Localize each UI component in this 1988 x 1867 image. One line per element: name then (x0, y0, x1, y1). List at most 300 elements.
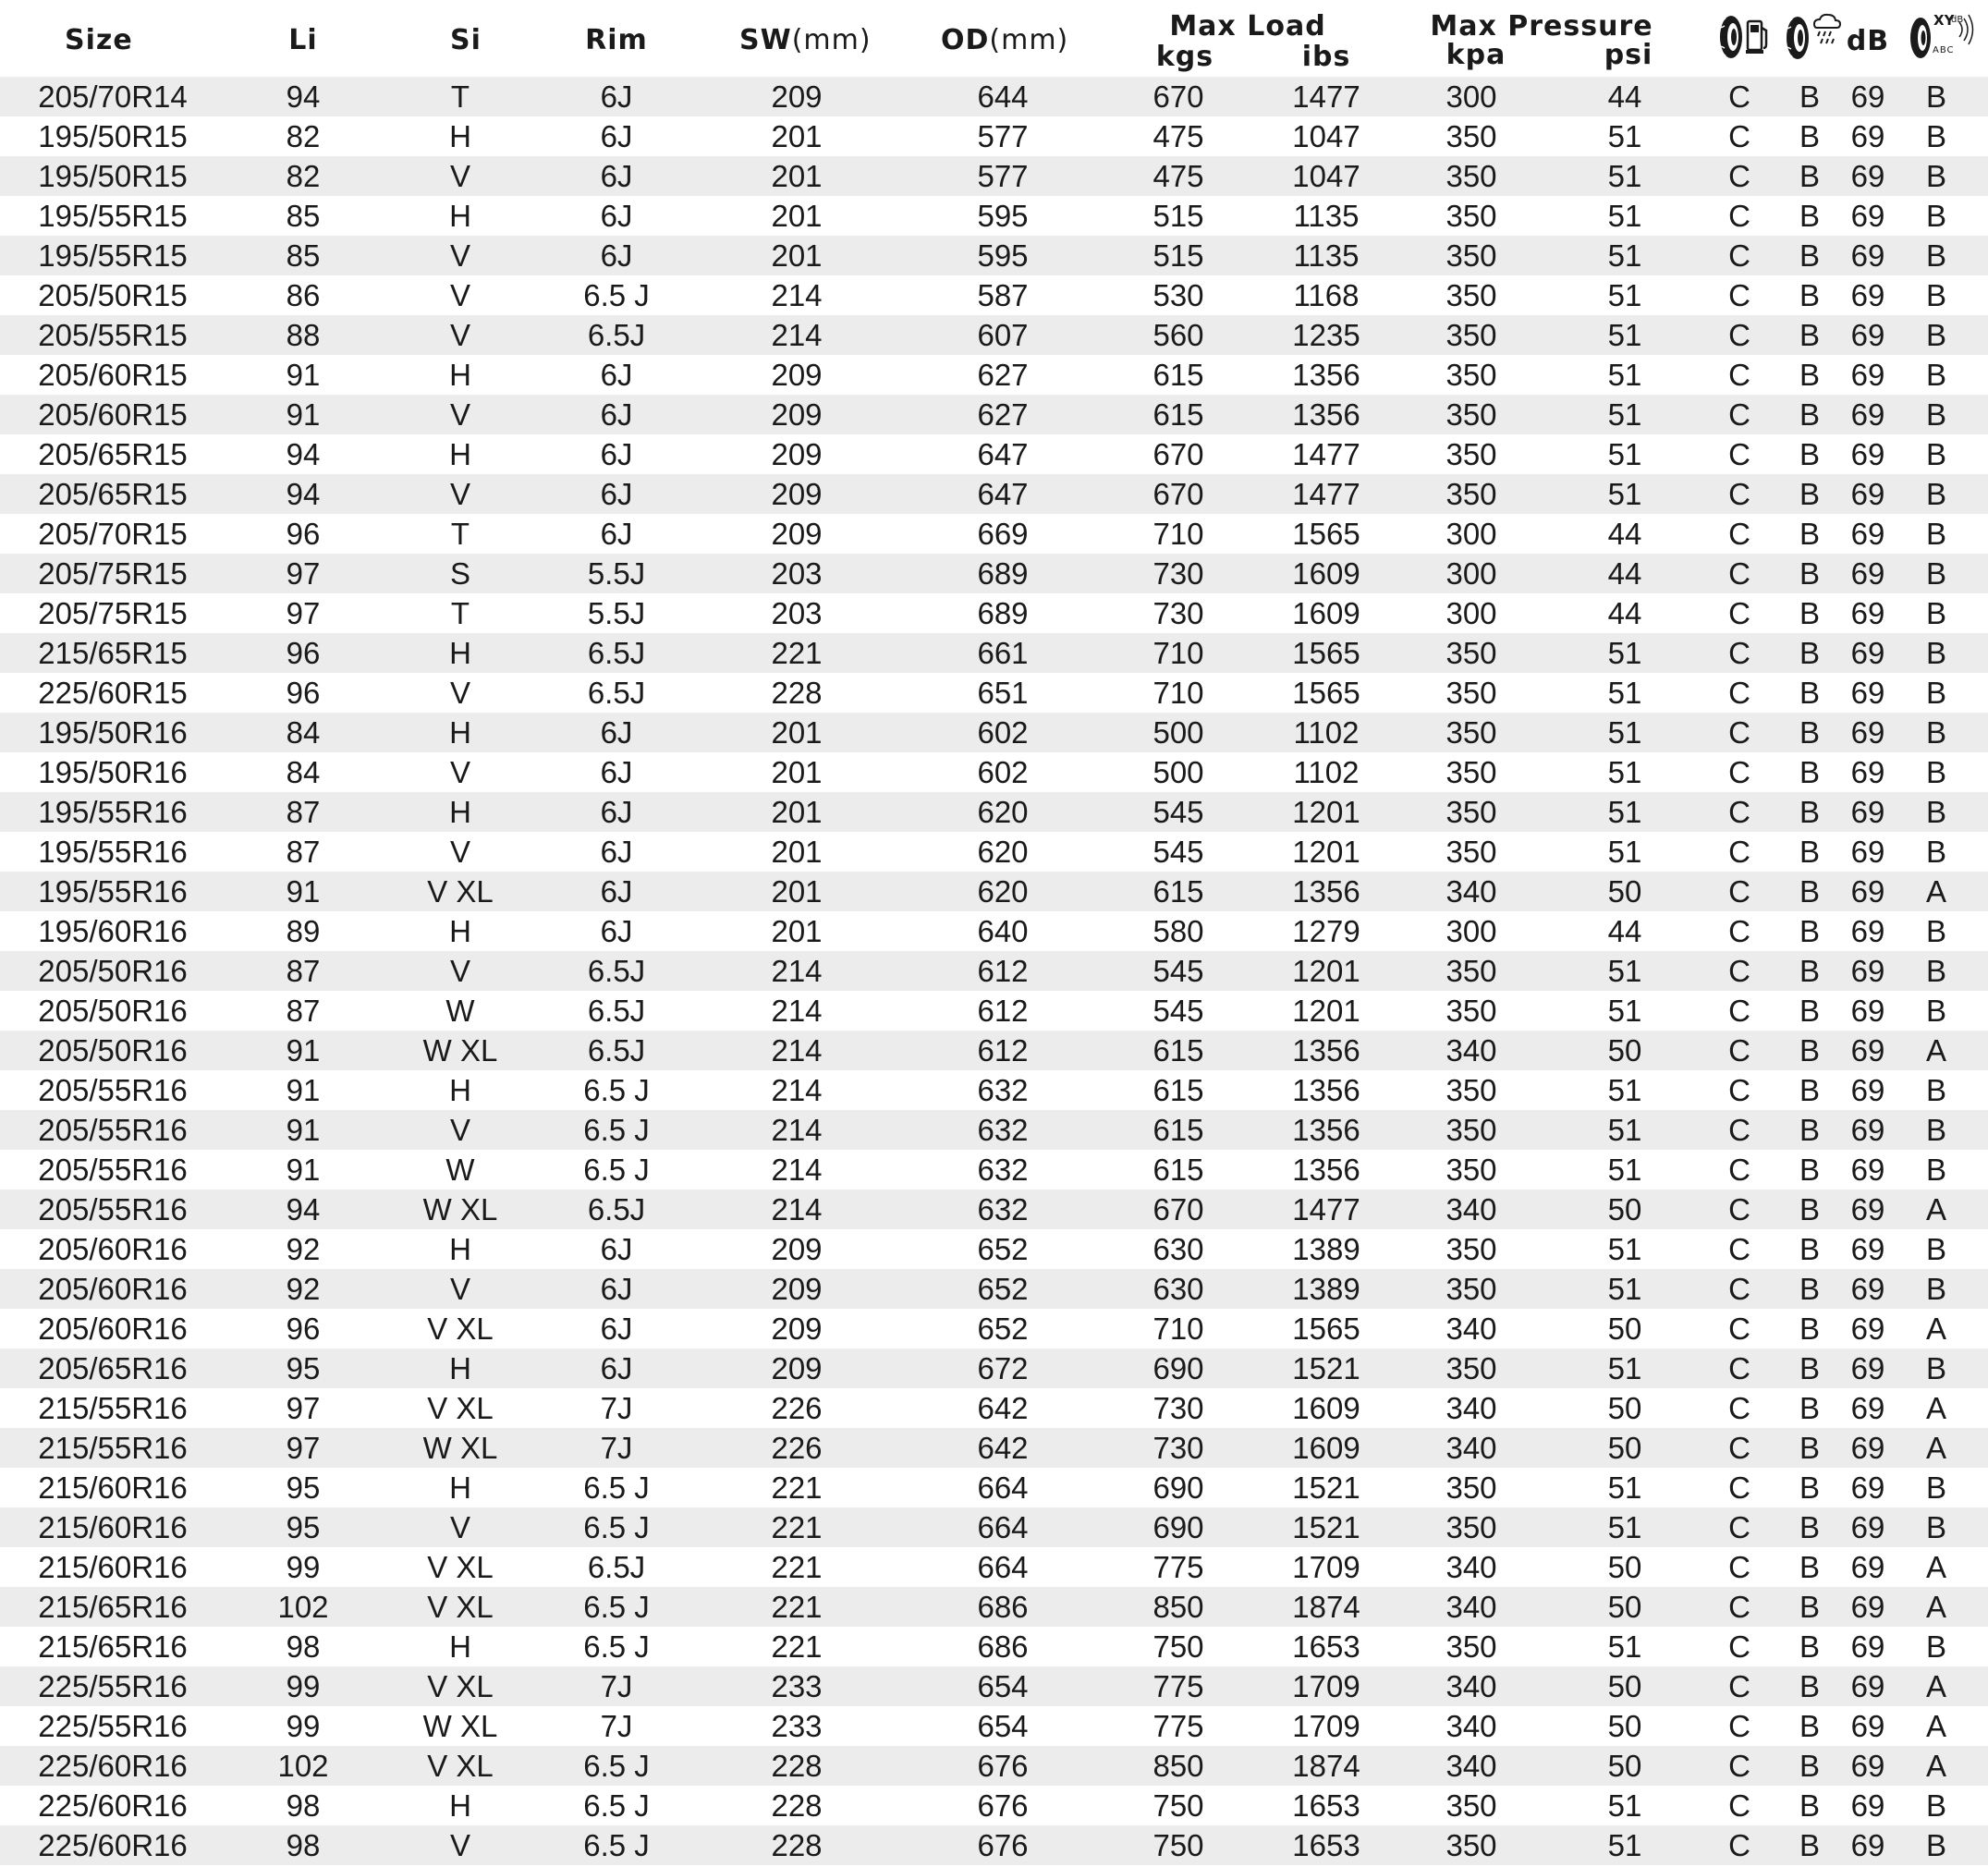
cell-load-kgs: 850 (1153, 1590, 1204, 1624)
cell-load-kgs: 750 (1153, 1629, 1204, 1664)
cell-rim: 6.5J (587, 1033, 646, 1068)
cell-fuel-class: C (1728, 318, 1750, 352)
header-kgs: kgs (1155, 41, 1214, 73)
cell-si: H (449, 1232, 471, 1266)
cell-size: 205/60R15 (38, 397, 188, 432)
table-row (0, 1547, 1988, 1587)
cell-pressure-psi: 51 (1607, 1510, 1642, 1544)
cell-pressure-psi: 51 (1607, 437, 1642, 471)
cell-noise-db: 69 (1850, 1749, 1885, 1783)
cell-wet-grip-class: B (1799, 1709, 1821, 1743)
cell-pressure-kpa: 350 (1445, 1510, 1497, 1544)
cell-rim: 7J (600, 1709, 633, 1743)
tire-fuel-pump-icon (1717, 13, 1771, 61)
cell-noise-class: B (1925, 238, 1947, 273)
cell-rim: 6J (600, 1232, 633, 1266)
cell-rim: 6.5 J (583, 278, 650, 312)
header-od (941, 24, 1069, 56)
cell-pressure-psi: 51 (1607, 1153, 1642, 1187)
cell-noise-class: B (1925, 1788, 1947, 1823)
cell-li: 91 (286, 358, 321, 392)
table-row (0, 275, 1988, 315)
cell-od: 664 (977, 1550, 1029, 1584)
cell-li: 97 (286, 556, 321, 591)
cell-sw: 228 (771, 1788, 823, 1823)
cell-od: 632 (977, 1153, 1029, 1187)
cell-pressure-kpa: 300 (1445, 517, 1497, 551)
cell-sw: 209 (771, 517, 823, 551)
cell-rim: 6.5 J (583, 1073, 650, 1107)
cell-pressure-kpa: 350 (1445, 278, 1497, 312)
header-max-load: Max Load (1169, 10, 1326, 43)
cell-sw: 226 (771, 1391, 823, 1425)
cell-od: 627 (977, 358, 1029, 392)
cell-noise-class: B (1925, 914, 1947, 948)
cell-noise-db: 69 (1850, 119, 1885, 153)
cell-wet-grip-class: B (1799, 954, 1821, 988)
cell-pressure-kpa: 350 (1445, 1232, 1497, 1266)
cell-noise-db: 69 (1850, 874, 1885, 909)
cell-pressure-psi: 50 (1607, 1749, 1642, 1783)
cell-wet-grip-class: B (1799, 1153, 1821, 1187)
cell-size: 195/55R15 (38, 238, 188, 273)
table-row (0, 832, 1988, 872)
cell-pressure-psi: 44 (1607, 517, 1642, 551)
cell-pressure-kpa: 350 (1445, 994, 1497, 1028)
cell-si: V (449, 954, 471, 988)
table-row (0, 1388, 1988, 1428)
cell-wet-grip-class: B (1799, 437, 1821, 471)
cell-rim: 6.5 J (583, 1749, 650, 1783)
cell-pressure-kpa: 340 (1445, 1431, 1497, 1465)
cell-sw: 209 (771, 79, 823, 114)
header-ibs: ibs (1301, 41, 1351, 73)
table-row (0, 1348, 1988, 1388)
cell-pressure-psi: 51 (1607, 318, 1642, 352)
cell-sw: 201 (771, 238, 823, 273)
table-row (0, 1428, 1988, 1468)
cell-pressure-kpa: 340 (1445, 1033, 1497, 1068)
cell-load-ibs: 1565 (1292, 517, 1360, 551)
cell-sw: 221 (771, 1629, 823, 1664)
cell-fuel-class: C (1728, 755, 1750, 789)
table-row (0, 752, 1988, 792)
cell-fuel-class: C (1728, 199, 1750, 233)
cell-noise-db: 69 (1850, 1073, 1885, 1107)
cell-pressure-kpa: 300 (1445, 556, 1497, 591)
cell-pressure-kpa: 350 (1445, 755, 1497, 789)
cell-od: 647 (977, 437, 1029, 471)
cell-noise-db: 69 (1850, 397, 1885, 432)
cell-wet-grip-class: B (1799, 874, 1821, 909)
cell-li: 87 (286, 954, 321, 988)
cell-wet-grip-class: B (1799, 1192, 1821, 1226)
cell-size: 215/60R16 (38, 1510, 188, 1544)
cell-noise-db: 69 (1850, 477, 1885, 511)
cell-size: 205/60R15 (38, 358, 188, 392)
cell-pressure-psi: 50 (1607, 874, 1642, 909)
cell-noise-class: A (1925, 1192, 1947, 1226)
cell-load-kgs: 500 (1153, 755, 1204, 789)
cell-load-ibs: 1565 (1292, 636, 1360, 670)
cell-noise-db: 69 (1850, 835, 1885, 869)
cell-sw: 214 (771, 278, 823, 312)
cell-li: 85 (286, 199, 321, 233)
cell-size: 205/55R16 (38, 1153, 188, 1187)
cell-noise-class: B (1925, 795, 1947, 829)
cell-wet-grip-class: B (1799, 159, 1821, 193)
cell-fuel-class: C (1728, 1431, 1750, 1465)
cell-si: W XL (422, 1709, 498, 1743)
table-row (0, 554, 1988, 593)
cell-noise-class: B (1925, 79, 1947, 114)
cell-load-ibs: 1356 (1292, 1073, 1360, 1107)
cell-size: 205/70R14 (38, 79, 188, 114)
cell-pressure-psi: 51 (1607, 1788, 1642, 1823)
cell-noise-class: B (1925, 835, 1947, 869)
cell-rim: 6.5J (587, 1192, 646, 1226)
cell-li: 95 (286, 1510, 321, 1544)
cell-si: V XL (427, 1312, 494, 1346)
cell-od: 620 (977, 795, 1029, 829)
cell-pressure-kpa: 340 (1445, 874, 1497, 909)
cell-pressure-psi: 51 (1607, 119, 1642, 153)
cell-fuel-class: C (1728, 1391, 1750, 1425)
cell-sw: 214 (771, 1113, 823, 1147)
cell-li: 84 (286, 755, 321, 789)
cell-load-ibs: 1609 (1292, 1391, 1360, 1425)
cell-fuel-class: C (1728, 79, 1750, 114)
cell-fuel-class: C (1728, 874, 1750, 909)
cell-li: 94 (286, 1192, 321, 1226)
tire-noise-class-icon (1908, 9, 1976, 61)
cell-pressure-psi: 51 (1607, 278, 1642, 312)
cell-pressure-psi: 44 (1607, 79, 1642, 114)
cell-li: 96 (286, 517, 321, 551)
cell-od: 595 (977, 199, 1029, 233)
cell-size: 205/75R15 (38, 596, 188, 630)
cell-si: V (449, 1828, 471, 1862)
cell-noise-db: 69 (1850, 1391, 1885, 1425)
cell-load-kgs: 615 (1153, 358, 1204, 392)
cell-rim: 6J (600, 914, 633, 948)
cell-wet-grip-class: B (1799, 1431, 1821, 1465)
cell-od: 676 (977, 1788, 1029, 1823)
cell-li: 91 (286, 397, 321, 432)
cell-li: 91 (286, 1153, 321, 1187)
cell-size: 205/55R16 (38, 1113, 188, 1147)
cell-pressure-psi: 44 (1607, 914, 1642, 948)
cell-size: 205/50R16 (38, 994, 188, 1028)
table-row (0, 1666, 1988, 1706)
cell-pressure-psi: 51 (1607, 397, 1642, 432)
cell-noise-class: B (1925, 1629, 1947, 1664)
cell-noise-class: B (1925, 1272, 1947, 1306)
cell-size: 205/55R15 (38, 318, 188, 352)
cell-pressure-psi: 51 (1607, 1828, 1642, 1862)
cell-noise-class: A (1925, 1749, 1947, 1783)
cell-noise-db: 69 (1850, 1192, 1885, 1226)
cell-pressure-psi: 50 (1607, 1431, 1642, 1465)
cell-noise-class: B (1925, 596, 1947, 630)
cell-pressure-psi: 51 (1607, 1113, 1642, 1147)
cell-load-ibs: 1201 (1292, 954, 1360, 988)
cell-wet-grip-class: B (1799, 1470, 1821, 1505)
cell-size: 205/50R16 (38, 954, 188, 988)
cell-fuel-class: C (1728, 437, 1750, 471)
cell-rim: 6.5 J (583, 1113, 650, 1147)
cell-rim: 6.5J (587, 1550, 646, 1584)
cell-fuel-class: C (1728, 1192, 1750, 1226)
cell-od: 654 (977, 1669, 1029, 1703)
cell-load-ibs: 1609 (1292, 596, 1360, 630)
cell-si: H (449, 358, 471, 392)
cell-load-ibs: 1609 (1292, 1431, 1360, 1465)
cell-noise-db: 69 (1850, 1709, 1885, 1743)
cell-load-ibs: 1653 (1292, 1828, 1360, 1862)
table-row (0, 792, 1988, 832)
cell-noise-class: A (1925, 1033, 1947, 1068)
cell-od: 686 (977, 1590, 1029, 1624)
cell-sw: 214 (771, 994, 823, 1028)
cell-pressure-kpa: 350 (1445, 715, 1497, 750)
cell-od: 672 (977, 1351, 1029, 1385)
cell-si: W (445, 994, 475, 1028)
cell-rim: 6J (600, 358, 633, 392)
cell-pressure-psi: 50 (1607, 1391, 1642, 1425)
cell-load-kgs: 670 (1153, 477, 1204, 511)
cell-rim: 6J (600, 159, 633, 193)
cell-li: 96 (286, 1312, 321, 1346)
cell-wet-grip-class: B (1799, 1669, 1821, 1703)
cell-si: W XL (422, 1431, 498, 1465)
table-row (0, 1746, 1988, 1786)
cell-load-kgs: 710 (1153, 1312, 1204, 1346)
cell-load-kgs: 775 (1153, 1669, 1204, 1703)
cell-sw: 214 (771, 1073, 823, 1107)
cell-rim: 6J (600, 835, 633, 869)
cell-li: 94 (286, 477, 321, 511)
header-od-label: OD (941, 24, 990, 56)
cell-fuel-class: C (1728, 278, 1750, 312)
cell-load-ibs: 1201 (1292, 795, 1360, 829)
table-row (0, 593, 1988, 633)
cell-noise-class: B (1925, 1232, 1947, 1266)
cell-si: V XL (427, 1669, 494, 1703)
cell-noise-db: 69 (1850, 715, 1885, 750)
table-row (0, 951, 1988, 991)
cell-load-kgs: 710 (1153, 636, 1204, 670)
cell-sw: 214 (771, 318, 823, 352)
cell-sw: 203 (771, 556, 823, 591)
cell-sw: 209 (771, 397, 823, 432)
cell-fuel-class: C (1728, 1709, 1750, 1743)
cell-size: 205/50R15 (38, 278, 188, 312)
cell-fuel-class: C (1728, 1073, 1750, 1107)
cell-size: 195/60R16 (38, 914, 188, 948)
table-row (0, 1269, 1988, 1309)
table-row (0, 1468, 1988, 1507)
cell-wet-grip-class: B (1799, 1550, 1821, 1584)
cell-fuel-class: C (1728, 397, 1750, 432)
cell-load-ibs: 1279 (1292, 914, 1360, 948)
cell-noise-db: 69 (1850, 517, 1885, 551)
cell-noise-class: B (1925, 1510, 1947, 1544)
cell-size: 215/65R15 (38, 636, 188, 670)
cell-noise-db: 69 (1850, 954, 1885, 988)
table-row (0, 1229, 1988, 1269)
cell-sw: 214 (771, 1153, 823, 1187)
cell-li: 84 (286, 715, 321, 750)
cell-sw: 221 (771, 1550, 823, 1584)
cell-sw: 214 (771, 954, 823, 988)
table-row (0, 713, 1988, 752)
cell-pressure-kpa: 340 (1445, 1669, 1497, 1703)
table-row (0, 1110, 1988, 1150)
cell-size: 195/50R16 (38, 715, 188, 750)
cell-li: 91 (286, 1113, 321, 1147)
cell-pressure-psi: 50 (1607, 1709, 1642, 1743)
cell-si: V XL (427, 1550, 494, 1584)
cell-wet-grip-class: B (1799, 1629, 1821, 1664)
cell-load-ibs: 1477 (1292, 437, 1360, 471)
cell-load-kgs: 475 (1153, 119, 1204, 153)
table-row (0, 911, 1988, 951)
cell-sw: 221 (771, 1590, 823, 1624)
cell-fuel-class: C (1728, 994, 1750, 1028)
cell-load-ibs: 1135 (1293, 199, 1360, 233)
cell-noise-db: 69 (1850, 1033, 1885, 1068)
cell-sw: 201 (771, 755, 823, 789)
cell-load-ibs: 1135 (1293, 238, 1360, 273)
cell-li: 99 (286, 1550, 321, 1584)
cell-load-kgs: 730 (1153, 1391, 1204, 1425)
cell-pressure-kpa: 300 (1445, 79, 1497, 114)
cell-rim: 6J (600, 1312, 633, 1346)
cell-od: 632 (977, 1192, 1029, 1226)
cell-rim: 7J (600, 1391, 633, 1425)
cell-size: 205/70R15 (38, 517, 188, 551)
cell-pressure-psi: 51 (1607, 1629, 1642, 1664)
cell-load-kgs: 775 (1153, 1550, 1204, 1584)
cell-wet-grip-class: B (1799, 1828, 1821, 1862)
cell-load-kgs: 515 (1153, 199, 1204, 233)
cell-od: 632 (977, 1113, 1029, 1147)
cell-od: 669 (977, 517, 1029, 551)
cell-noise-db: 69 (1850, 795, 1885, 829)
cell-fuel-class: C (1728, 1550, 1750, 1584)
cell-noise-db: 69 (1850, 556, 1885, 591)
cell-fuel-class: C (1728, 1629, 1750, 1664)
cell-fuel-class: C (1728, 636, 1750, 670)
cell-si: V (449, 1113, 471, 1147)
cell-noise-class: A (1925, 1709, 1947, 1743)
cell-size: 205/65R16 (38, 1351, 188, 1385)
cell-load-kgs: 670 (1153, 1192, 1204, 1226)
cell-rim: 6J (600, 199, 633, 233)
table-row (0, 1507, 1988, 1547)
cell-si: H (449, 199, 471, 233)
cell-rim: 6J (600, 238, 633, 273)
cell-wet-grip-class: B (1799, 199, 1821, 233)
cell-load-ibs: 1168 (1293, 278, 1360, 312)
header-si: Si (450, 24, 482, 56)
cell-pressure-kpa: 350 (1445, 795, 1497, 829)
cell-load-ibs: 1521 (1292, 1470, 1360, 1505)
cell-pressure-kpa: 350 (1445, 1629, 1497, 1664)
cell-od: 652 (977, 1312, 1029, 1346)
cell-pressure-kpa: 350 (1445, 1828, 1497, 1862)
cell-load-kgs: 750 (1153, 1828, 1204, 1862)
cell-li: 82 (286, 119, 321, 153)
cell-load-ibs: 1356 (1292, 1113, 1360, 1147)
cell-wet-grip-class: B (1799, 1351, 1821, 1385)
cell-noise-db: 69 (1850, 636, 1885, 670)
cell-wet-grip-class: B (1799, 1232, 1821, 1266)
cell-noise-db: 69 (1850, 755, 1885, 789)
cell-pressure-kpa: 350 (1445, 954, 1497, 988)
cell-load-kgs: 615 (1153, 874, 1204, 909)
cell-pressure-kpa: 340 (1445, 1192, 1497, 1226)
cell-load-kgs: 850 (1153, 1749, 1204, 1783)
cell-pressure-kpa: 350 (1445, 477, 1497, 511)
cell-pressure-kpa: 340 (1445, 1709, 1497, 1743)
cell-rim: 6.5 J (583, 1828, 650, 1862)
cell-wet-grip-class: B (1799, 1510, 1821, 1544)
cell-si: V (449, 1510, 471, 1544)
cell-pressure-psi: 51 (1607, 358, 1642, 392)
cell-fuel-class: C (1728, 119, 1750, 153)
cell-fuel-class: C (1728, 1312, 1750, 1346)
cell-sw: 209 (771, 1351, 823, 1385)
cell-size: 215/65R16 (38, 1590, 188, 1624)
cell-noise-db: 69 (1850, 1828, 1885, 1862)
cell-load-kgs: 545 (1153, 994, 1204, 1028)
cell-size: 225/60R16 (38, 1788, 188, 1823)
header-rim: Rim (585, 24, 648, 56)
cell-load-ibs: 1047 (1292, 159, 1360, 193)
cell-load-kgs: 615 (1153, 1153, 1204, 1187)
cell-noise-class: B (1925, 119, 1947, 153)
cell-li: 82 (286, 159, 321, 193)
cell-li: 92 (286, 1272, 321, 1306)
cell-pressure-kpa: 340 (1445, 1749, 1497, 1783)
cell-od: 602 (977, 715, 1029, 750)
cell-load-ibs: 1477 (1292, 477, 1360, 511)
cell-rim: 6.5 J (583, 1153, 650, 1187)
cell-od: 612 (977, 954, 1029, 988)
cell-sw: 201 (771, 874, 823, 909)
cell-pressure-kpa: 350 (1445, 1073, 1497, 1107)
cell-size: 225/60R16 (38, 1828, 188, 1862)
cell-od: 689 (977, 556, 1029, 591)
cell-wet-grip-class: B (1799, 397, 1821, 432)
cell-load-kgs: 630 (1153, 1232, 1204, 1266)
header-db: dB (1846, 25, 1890, 57)
cell-rim: 6J (600, 755, 633, 789)
table-row (0, 1627, 1988, 1666)
cell-sw: 221 (771, 636, 823, 670)
cell-li: 94 (286, 437, 321, 471)
cell-fuel-class: C (1728, 596, 1750, 630)
cell-wet-grip-class: B (1799, 1033, 1821, 1068)
cell-li: 87 (286, 795, 321, 829)
cell-li: 95 (286, 1470, 321, 1505)
table-row (0, 1825, 1988, 1865)
cell-si: V (449, 278, 471, 312)
cell-li: 89 (286, 914, 321, 948)
cell-fuel-class: C (1728, 914, 1750, 948)
